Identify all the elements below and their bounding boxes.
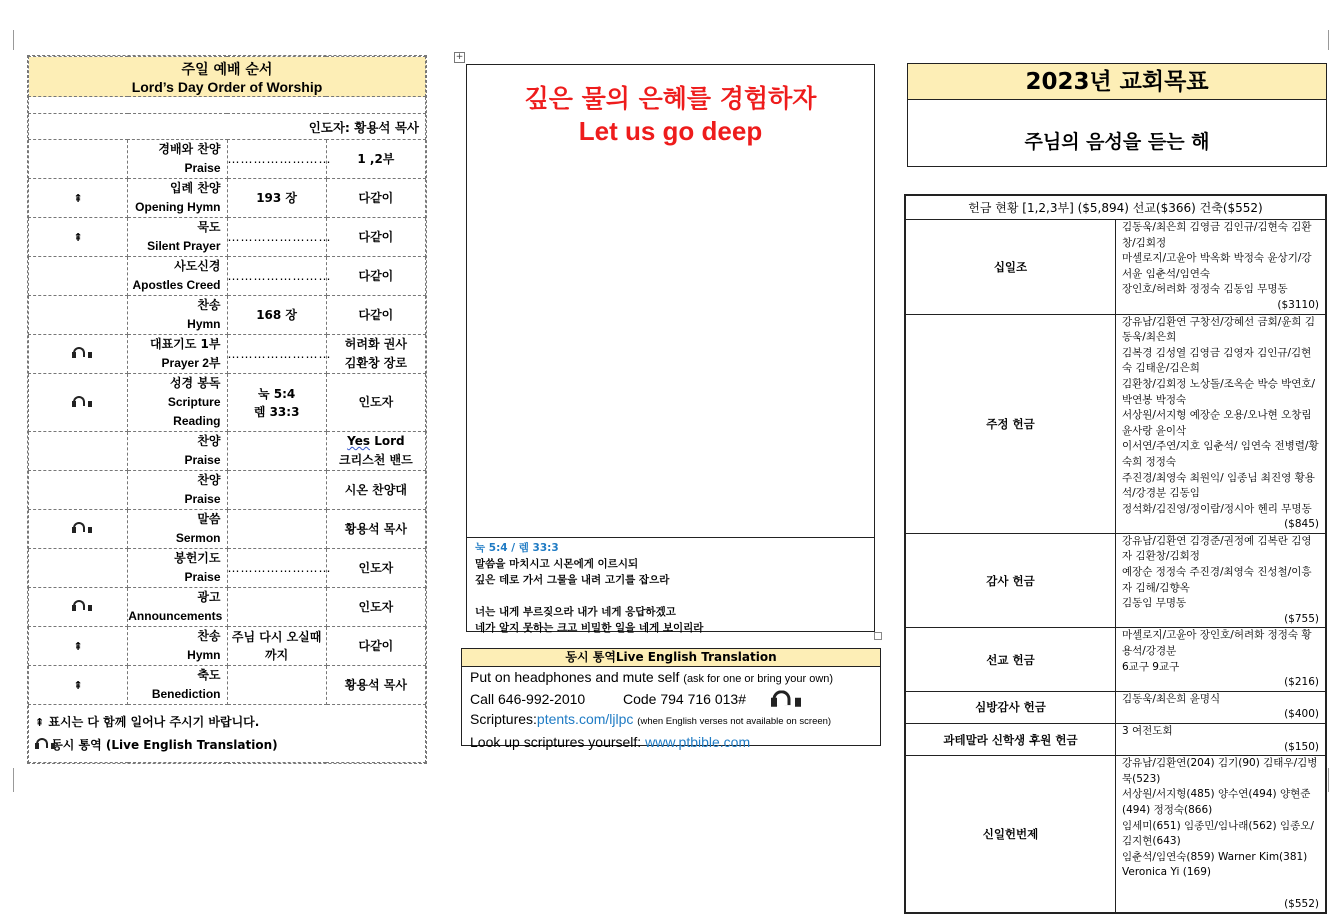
offering-row <box>906 691 1326 723</box>
worship-item-leader: 다같이 <box>358 307 394 322</box>
worship-item-mid <box>227 471 326 510</box>
offering-row <box>906 628 1326 691</box>
worship-item-icon <box>29 257 128 296</box>
worship-item-row <box>29 588 426 627</box>
offering-names-line: 강유남/김환연 구창선/강혜선 금회/윤희 김동욱/최은희 <box>1122 315 1316 344</box>
order-of-worship <box>27 55 427 764</box>
worship-item-title <box>128 588 227 627</box>
worship-item-right <box>326 257 425 296</box>
worship-leader: 인도자: 황용석 목사 <box>29 114 426 140</box>
offering-table <box>905 195 1326 913</box>
spellcheck-word: Yes <box>347 434 371 448</box>
scripture-line <box>475 588 866 604</box>
headphones-icon <box>35 738 47 749</box>
church-goal-box <box>907 63 1327 167</box>
headphones-icon <box>771 690 789 707</box>
scriptures-label: Scriptures: <box>470 711 537 727</box>
worship-item-mid <box>227 218 332 257</box>
worship-item-title-ko: 찬송 <box>197 298 221 312</box>
note-translation: 동시 통역 (Live English Translation) <box>51 738 278 752</box>
worship-item-mid <box>227 549 332 588</box>
scripture-reference: 눅 5:4 / 렘 33:3 <box>475 542 559 554</box>
worship-item-title-en: Silent Prayer <box>147 239 221 253</box>
worship-item-right <box>326 471 425 510</box>
offering-amount: ($150) <box>1284 740 1319 753</box>
offering-names <box>1116 756 1326 913</box>
worship-item-title-en: Praise <box>184 492 221 506</box>
worship-item-row <box>29 218 426 257</box>
worship-item-row <box>29 432 426 471</box>
call-number: Call 646-992-2010 <box>470 691 586 707</box>
worship-item-row <box>29 257 426 296</box>
worship-item-row <box>29 296 426 335</box>
offering-names-line: 임춘석/임연숙(859) Warner Kim(381) Veronica Yi (169) <box>1122 850 1308 879</box>
worship-item-leader: 황용석 목사 <box>344 521 407 536</box>
worship-item-mid <box>227 179 326 218</box>
goal-theme: 주님의 음성을 듣는 해 <box>1024 131 1210 153</box>
worship-item-row <box>29 335 426 374</box>
offering-names-line: 김동임 무명동 <box>1122 597 1187 610</box>
scripture-line: 말씀을 마치시고 시몬에게 이르시되 <box>475 558 639 570</box>
worship-item-title <box>128 627 227 666</box>
offering-amount: ($552) <box>1284 897 1319 910</box>
offering-names-line: 주진경/최영숙 최원익/ 임종님 최진영 황용석/강경분 김동임 <box>1122 471 1315 500</box>
worship-item-title-ko: 광고 <box>197 590 221 604</box>
worship-item-icon <box>29 432 128 471</box>
crop-mark <box>0 30 14 50</box>
offering-names-line: 서상원/서지형(485) 양수연(494) 양현준(494) 정정숙(866) <box>1122 788 1311 816</box>
worship-item-row <box>29 627 426 666</box>
scripture-passage <box>467 537 874 634</box>
worship-item-mid <box>227 374 326 432</box>
worship-item-mid <box>227 588 326 627</box>
worship-item-title-en: Hymn <box>187 317 221 331</box>
offering-names-line: 이서연/주연/지호 임춘석/ 임연숙 전병렬/황숙희 정정숙 <box>1122 440 1319 468</box>
worship-item-leader: 인도자 <box>358 395 394 409</box>
offering-names-line: 서상원/서지형 예장순 오용/오나현 오창림 윤사랑 윤이삭 <box>1122 409 1312 437</box>
offering-names-line: 3 여전도회 <box>1122 725 1173 737</box>
offering-names-line: 임세미(651) 임종민/임나래(562) 임종오/김지현(643) <box>1122 819 1314 848</box>
crop-mark <box>1328 30 1342 50</box>
lookup-link[interactable]: www.ptbible.com <box>645 734 751 750</box>
offering-names-line: 장인호/허려화 정정숙 김동임 무명동 <box>1122 283 1288 296</box>
offering-category: 십일조 <box>906 220 1116 315</box>
headphones-icon <box>72 347 84 358</box>
offering-amount: ($216) <box>1284 676 1319 689</box>
worship-item-right <box>326 510 425 549</box>
worship-item-title <box>128 218 227 257</box>
offering-names <box>1116 691 1326 723</box>
offering-category: 선교 헌금 <box>906 628 1116 691</box>
headphones-icon <box>72 522 84 533</box>
worship-item-right <box>326 549 425 588</box>
worship-title-en: Lord’s Day Order of Worship <box>131 78 323 95</box>
move-handle-icon[interactable]: + <box>455 52 464 62</box>
offering-amount: ($755) <box>1284 612 1319 625</box>
worship-item-detail: …………………… <box>227 561 332 575</box>
worship-item-title-en: Announcements <box>128 609 223 623</box>
worship-item-leader: 시온 찬양대 <box>344 482 407 497</box>
offering-names-line <box>1122 881 1319 897</box>
offering-names-line: 마셀로지/고윤아 박옥화 박정숙 윤상기/강서윤 임춘석/임연숙 <box>1122 252 1312 280</box>
offering-category: 심방감사 헌금 <box>906 691 1116 723</box>
offering-category: 주정 헌금 <box>906 314 1116 533</box>
translation-line <box>462 667 880 689</box>
sermon-title-ko: 깊은 물의 은혜를 경험하자 <box>524 84 817 113</box>
translation-line <box>462 732 880 752</box>
offering-category: 감사 헌금 <box>906 533 1116 628</box>
worship-item-mid <box>227 432 326 471</box>
worship-item-leader: 황용석 목사 <box>344 677 407 692</box>
scripture-line: 너는 내게 부르짖으라 내가 네게 응답하겠고 <box>475 606 676 618</box>
worship-item-title-en: Benediction <box>151 687 221 701</box>
worship-item-title-ko: 찬송 <box>197 629 221 643</box>
worship-item-title <box>128 179 227 218</box>
offering-amount: ($3110) <box>1277 298 1319 311</box>
offering-row <box>906 756 1326 913</box>
worship-item-title <box>128 510 227 549</box>
worship-item-title-ko: 경배와 찬양 <box>158 142 221 156</box>
worship-item-leader: 허려화 권사 <box>344 337 407 351</box>
offering-names-line: 예장순 정정숙 주진경/최영숙 진성철/이흥자 김해/김향옥 <box>1122 566 1312 594</box>
stand-up-icon: ⇞ <box>73 231 83 244</box>
worship-item-leader: 크리스천 밴드 <box>339 453 413 467</box>
worship-item-right <box>326 140 425 179</box>
offering-names <box>1116 533 1326 628</box>
worship-item-title-ko: 입례 찬양 <box>169 181 221 195</box>
worship-item-icon <box>29 510 128 549</box>
worship-item-icon <box>29 140 128 179</box>
worship-item-leader: 다같이 <box>358 190 394 205</box>
worship-item-title-en: Praise <box>184 161 221 175</box>
worship-item-title-en: Prayer 2부 <box>161 356 221 370</box>
worship-item-mid <box>227 296 326 335</box>
worship-item-icon <box>29 296 128 335</box>
worship-item-detail: …………………… <box>227 152 332 166</box>
worship-item-title-ko: 봉헌기도 <box>174 551 221 565</box>
worship-item-title-en: Sermon <box>175 531 221 545</box>
worship-item-detail: 193 장 <box>256 191 298 205</box>
headphones-icon <box>72 396 84 407</box>
worship-item-title-ko: 축도 <box>197 668 221 682</box>
worship-item-title-en: Praise <box>184 453 221 467</box>
lookup-label: Look up scriptures yourself: <box>470 734 642 750</box>
headphones-instruction: Put on headphones and mute self <box>470 669 680 685</box>
scripture-line: 네가 알지 못하는 크고 비밀한 일을 네게 보이리라 <box>475 622 704 634</box>
worship-item-right <box>326 374 425 432</box>
worship-item-row <box>29 179 426 218</box>
worship-item-icon <box>29 549 128 588</box>
worship-item-leader: 다같이 <box>358 638 394 653</box>
spacer-row <box>29 97 426 114</box>
worship-header <box>29 57 426 97</box>
worship-item-mid <box>227 627 326 666</box>
offering-row <box>906 533 1326 628</box>
worship-item-mid <box>227 510 326 549</box>
offering-header: 헌금 현황 [1,2,3부] ($5,894) 선교($366) 건축($552) <box>906 196 1326 220</box>
worship-item-icon <box>29 627 128 666</box>
resize-handle[interactable] <box>874 632 882 640</box>
worship-item-mid <box>227 140 332 179</box>
worship-notes <box>29 705 426 763</box>
worship-item-title-ko: 사도신경 <box>174 259 221 273</box>
translation-box <box>461 648 881 750</box>
scripture-line: 깊은 데로 가서 그물을 내려 고기를 잡으라 <box>475 574 670 586</box>
worship-item-title-en: Scripture Reading <box>167 395 221 428</box>
crop-mark <box>1328 768 1342 792</box>
worship-item-row <box>29 140 426 179</box>
offering-names-line: 강유남/김환연 김경준/권정예 김복란 김영자 김환창/김회정 <box>1122 534 1312 563</box>
worship-item-title <box>128 666 227 705</box>
worship-item-right <box>326 666 425 705</box>
worship-item-detail: …………………… <box>227 230 332 244</box>
offering-names-line: 정석화/김진영/정이람/정시아 헨리 무명동 <box>1122 502 1312 515</box>
offering-row <box>906 724 1326 756</box>
offering-names <box>1116 314 1326 533</box>
offering-names-line: 강유남/김환연(204) 김기(90) 김태우/김병묵(523) <box>1122 757 1318 785</box>
worship-item-icon <box>29 218 128 257</box>
worship-item-row <box>29 549 426 588</box>
translation-line <box>462 709 880 732</box>
worship-item-icon <box>29 374 128 432</box>
worship-item-right <box>326 627 425 666</box>
offering-names-line: 김동욱/최은희 김영금 김인규/김현숙 김환창/김회정 <box>1122 221 1312 249</box>
worship-item-title <box>128 471 227 510</box>
worship-item-leader: 김환창 장로 <box>344 356 407 370</box>
offering-names <box>1116 220 1326 315</box>
worship-item-mid <box>227 335 332 374</box>
worship-item-detail: …………………… <box>227 347 332 361</box>
worship-item-row <box>29 510 426 549</box>
offering-names-line: 김환창/김회정 노상돌/조옥순 박승 박연호/박연봉 박정숙 <box>1122 377 1316 406</box>
headphones-icon <box>72 600 84 611</box>
worship-item-title-ko: 묵도 <box>197 220 221 234</box>
worship-item-title <box>128 549 227 588</box>
worship-item-title-en: Opening Hymn <box>135 200 221 214</box>
worship-title-ko: 주일 예배 순서 <box>181 61 273 78</box>
worship-item-detail: 주님 다시 오실때까지 <box>231 630 322 662</box>
offering-category: 과테말라 신학생 후원 헌금 <box>906 724 1116 756</box>
worship-item-leader: 1 ,2부 <box>357 151 395 166</box>
worship-item-title <box>128 296 227 335</box>
verse-box <box>466 64 875 632</box>
worship-item-icon <box>29 335 128 374</box>
worship-item-right <box>326 335 425 374</box>
crop-mark <box>0 768 14 792</box>
offering-names-line: 마셀로지/고윤아 장인호/허려화 정정숙 황용석/강경분 <box>1122 629 1312 658</box>
worship-item-icon <box>29 179 128 218</box>
worship-item-icon <box>29 588 128 627</box>
offering-names <box>1116 628 1326 691</box>
worship-item-right <box>326 296 425 335</box>
worship-item-row <box>29 666 426 705</box>
worship-item-right <box>326 179 425 218</box>
scriptures-note: (when English verses not available on screen) <box>637 716 832 727</box>
offering-names-line: 6교구 9교구 <box>1122 660 1180 673</box>
worship-item-title-ko: 찬양 <box>197 473 221 487</box>
offering-names-line: 김동욱/최은희 윤명식 <box>1122 692 1221 705</box>
offering-amount: ($400) <box>1284 708 1319 721</box>
note-stand: 표시는 다 함께 일어나 주시기 바랍니다. <box>48 715 260 729</box>
worship-item-detail: 눅 5:4 <box>257 386 296 401</box>
worship-item-right <box>326 432 425 471</box>
worship-item-title-ko: 대표기도 1부 <box>150 337 221 351</box>
call-code: Code 794 716 013# <box>622 691 746 707</box>
stand-up-icon: ⇞ <box>35 716 45 729</box>
sermon-title <box>467 83 874 147</box>
worship-item-title <box>128 374 227 432</box>
offering-row <box>906 314 1326 533</box>
translation-line <box>462 689 880 709</box>
worship-item-row <box>29 374 426 432</box>
translation-header: 동시 통역Live English Translation <box>462 649 880 667</box>
worship-item-right <box>326 218 425 257</box>
worship-item-title-ko: 찬양 <box>197 434 221 448</box>
worship-item-title <box>128 335 227 374</box>
offering-category: 신일헌번제 <box>906 756 1116 913</box>
worship-item-detail: 168 장 <box>256 308 298 322</box>
worship-item-title-en: Hymn <box>187 648 221 662</box>
offering-amount: ($845) <box>1284 518 1319 531</box>
offering-report <box>904 194 1327 914</box>
worship-item-mid <box>227 666 326 705</box>
stand-up-icon: ⇞ <box>73 640 83 653</box>
worship-table <box>28 56 426 763</box>
worship-item-right <box>326 588 425 627</box>
worship-item-row <box>29 471 426 510</box>
worship-item-leader: 인도자 <box>358 599 394 614</box>
scriptures-link[interactable]: ptents.com/ljlpc <box>536 711 634 727</box>
worship-item-leader: 다같이 <box>358 229 394 244</box>
stand-up-icon: ⇞ <box>73 192 83 205</box>
offering-row <box>906 220 1326 315</box>
worship-item-title <box>128 140 227 179</box>
offering-names-line: 김복경 김성열 김영금 김영자 김인규/김현숙 김태운/김은희 <box>1122 346 1312 375</box>
worship-item-title-ko: 성경 봉독 <box>169 376 221 390</box>
offering-names <box>1116 724 1326 756</box>
worship-item-icon <box>29 666 128 705</box>
worship-item-leader: 인도자 <box>358 560 394 575</box>
worship-item-mid <box>227 257 332 296</box>
worship-item-leader: Yes Lord <box>347 434 405 448</box>
headphones-note: (ask for one or bring your own) <box>683 673 834 685</box>
worship-item-title-en: Praise <box>184 570 221 584</box>
sermon-title-en: Let us go deep <box>578 116 763 146</box>
stand-up-icon: ⇞ <box>73 679 83 692</box>
worship-item-title-ko: 말씀 <box>197 512 221 526</box>
worship-item-title-en: Apostles Creed <box>132 278 221 292</box>
worship-item-title <box>128 432 227 471</box>
worship-item-detail: …………………… <box>227 269 332 283</box>
worship-item-icon <box>29 471 128 510</box>
worship-item-title <box>128 257 227 296</box>
worship-item-detail: 렘 33:3 <box>253 404 300 419</box>
goal-year: 2023년 교회목표 <box>908 64 1326 100</box>
worship-item-leader: 다같이 <box>358 268 394 283</box>
